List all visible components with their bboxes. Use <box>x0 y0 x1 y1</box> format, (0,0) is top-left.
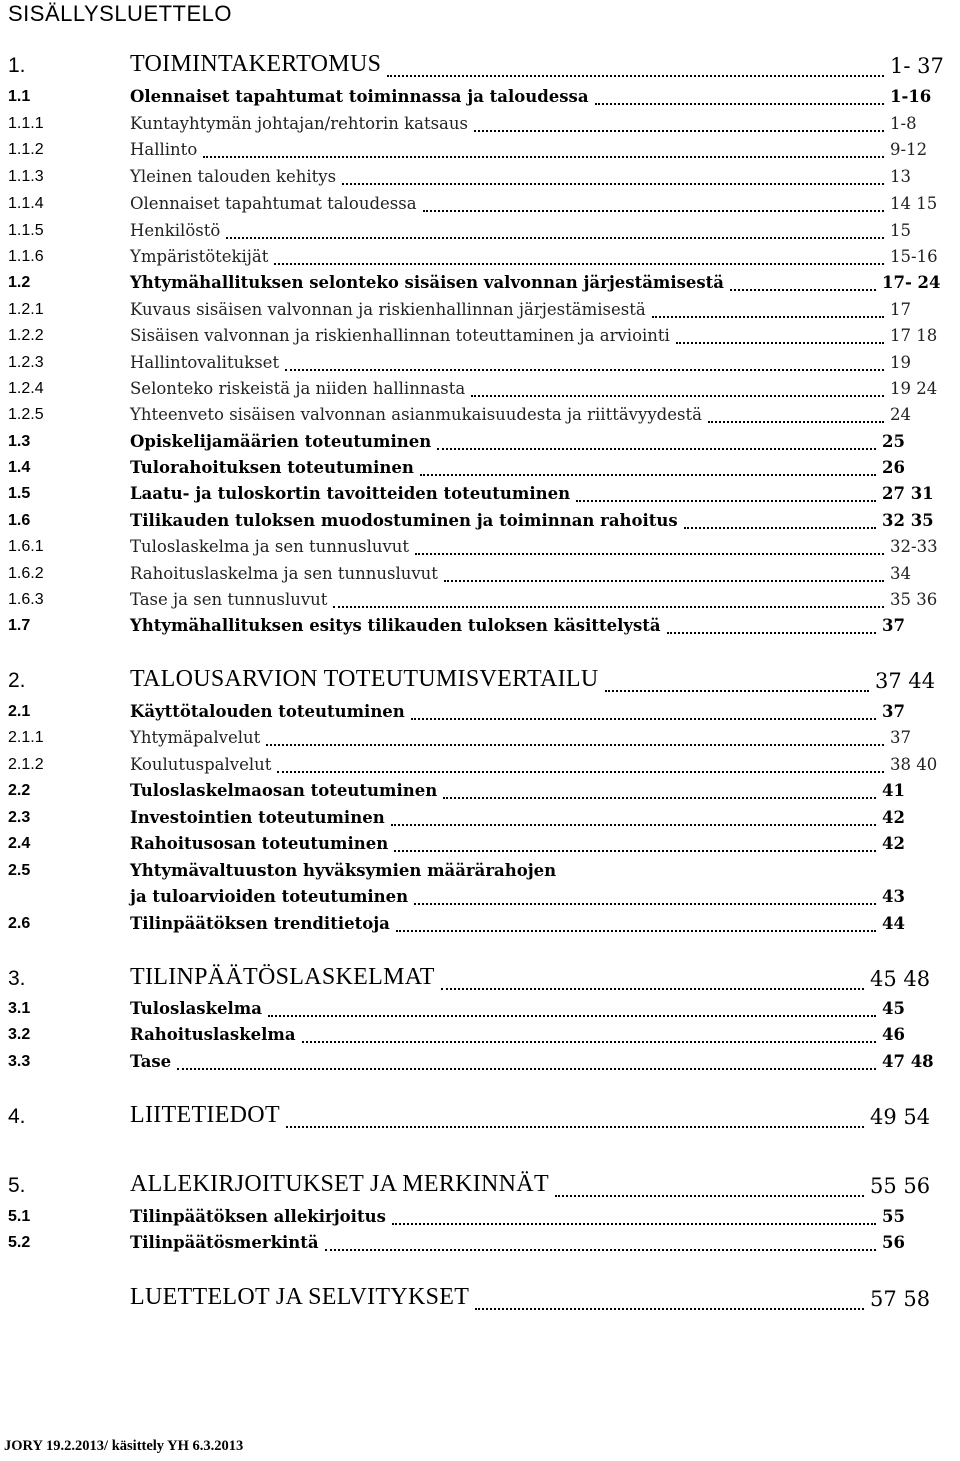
dot-leader <box>605 688 869 692</box>
toc-entry-title: TOIMINTAKERTOMUS <box>130 51 382 77</box>
toc-entry-number: 3. <box>8 967 26 990</box>
dot-leader <box>342 181 884 185</box>
toc-entry-title: Opiskelijamäärien toteutuminen <box>130 432 432 451</box>
dot-leader <box>333 604 884 608</box>
dot-leader <box>443 795 876 799</box>
toc-entry-number: 2.1 <box>8 703 31 720</box>
toc-entry-number: 5. <box>8 1174 26 1197</box>
toc-entry[interactable] <box>0 139 960 161</box>
toc-entry-number: 2.2 <box>8 782 31 799</box>
toc-entry-number: 2.1.1 <box>8 729 44 746</box>
toc-entry-number: 1.4 <box>8 459 31 476</box>
toc-entry-title: Kuntayhtymän johtajan/rehtorin katsaus <box>130 114 468 133</box>
dot-leader <box>302 1039 876 1043</box>
toc-entry-number: 2.6 <box>8 915 31 932</box>
toc-entry-page: 24 <box>890 405 911 424</box>
toc-entry-number: 1.2.1 <box>8 301 44 318</box>
toc-entry-page: 1- 37 <box>890 54 944 78</box>
toc-entry-number: 2.4 <box>8 835 31 852</box>
toc-entry-title: LUETTELOT JA SELVITYKSET <box>130 1284 470 1310</box>
toc-entry-page: 49 54 <box>870 1105 931 1129</box>
toc-entry-number: 1.2.2 <box>8 327 44 344</box>
toc-entry[interactable] <box>0 166 960 188</box>
toc-entry[interactable] <box>0 1051 960 1073</box>
toc-entry[interactable] <box>0 833 960 855</box>
toc-entry-page: 37 <box>890 728 911 747</box>
toc-entry-title: TILINPÄÄTÖSLASKELMAT <box>130 964 435 990</box>
toc-entry-title: Tuloslaskelmaosan toteutuminen <box>130 781 438 800</box>
toc-entry-page: 37 <box>882 616 905 635</box>
dot-leader <box>667 630 876 634</box>
toc-entry-page: 32 35 <box>882 511 934 530</box>
toc-entry-title: Kuvaus sisäisen valvonnan ja riskienhallinnan järjestämisestä <box>130 300 646 319</box>
toc-entry[interactable] <box>0 589 960 611</box>
dot-leader <box>392 1221 876 1225</box>
toc-entry[interactable] <box>0 754 960 776</box>
toc-entry-number: 3.3 <box>8 1053 31 1070</box>
toc-entry-page: 13 <box>890 167 911 186</box>
toc-entry[interactable] <box>0 1232 960 1254</box>
dot-leader <box>576 498 876 502</box>
toc-entry-title: TALOUSARVION TOTEUTUMISVERTAILU <box>130 666 599 692</box>
dot-leader <box>595 101 884 105</box>
toc-entry[interactable] <box>0 780 960 802</box>
toc-entry-page: 42 <box>882 834 905 853</box>
toc-entry-page: 47 48 <box>882 1052 934 1071</box>
toc-entry-page: 44 <box>882 914 905 933</box>
toc-entry-number: 1.1.4 <box>8 195 44 212</box>
toc-entry-title: Tase <box>130 1052 172 1071</box>
toc-entry[interactable] <box>0 325 960 347</box>
toc-entry-page: 56 <box>882 1233 905 1252</box>
toc-entry-title: Selonteko riskeistä ja niiden hallinnasta <box>130 379 466 398</box>
toc-entry-title: Yleinen talouden kehitys <box>130 167 337 186</box>
dot-leader <box>285 367 884 371</box>
toc-entry-page: 17 18 <box>890 326 938 345</box>
toc-entry-title: Olennaiset tapahtumat taloudessa <box>130 194 417 213</box>
dot-leader <box>730 287 876 291</box>
toc-entry-number: 2. <box>8 669 26 692</box>
toc-entry-page: 26 <box>882 458 905 477</box>
toc-entry-page: 46 <box>882 1025 905 1044</box>
dot-leader <box>325 1247 876 1251</box>
toc-entry[interactable] <box>0 1206 960 1228</box>
dot-leader <box>676 340 884 344</box>
toc-entry[interactable] <box>0 998 960 1020</box>
dot-leader <box>274 261 884 265</box>
toc-entry-title: Koulutuspalvelut <box>130 755 272 774</box>
dot-leader <box>708 419 884 423</box>
toc-entry-page: 17- 24 <box>882 273 941 292</box>
toc-entry-title: Rahoitusosan toteutuminen <box>130 834 389 853</box>
dot-leader <box>266 742 884 746</box>
toc-entry-page: 38 40 <box>890 755 938 774</box>
dot-leader <box>286 1124 864 1128</box>
toc-entry[interactable] <box>0 457 960 479</box>
toc-entry-title: Ympäristötekijät <box>130 247 269 266</box>
toc-entry-title: Tulorahoituksen toteutuminen <box>130 458 414 477</box>
toc-entry[interactable] <box>0 220 960 242</box>
toc-entry-page: 32-33 <box>890 537 938 556</box>
toc-entry[interactable] <box>0 807 960 829</box>
toc-entry-title: Sisäisen valvonnan ja riskienhallinnan toteuttaminen ja arviointi <box>130 326 670 345</box>
toc-entry-number: 1.1.6 <box>8 248 44 265</box>
toc-entry[interactable] <box>0 563 960 585</box>
toc-entry-page: 15-16 <box>890 247 938 266</box>
toc-entry[interactable] <box>0 1284 960 1313</box>
dot-leader <box>420 472 876 476</box>
toc-entry[interactable] <box>0 1024 960 1046</box>
toc-entry-title: Tilinpäätöksen trenditietoja <box>130 914 390 933</box>
dot-leader <box>415 551 884 555</box>
toc-entry-number: 2.5 <box>8 862 31 879</box>
page-title: SISÄLLYSLUETTELO <box>8 1 233 26</box>
dot-leader <box>203 154 884 158</box>
toc-entry[interactable] <box>0 404 960 426</box>
dot-leader <box>268 1013 876 1017</box>
toc-entry-number: 1.2.3 <box>8 354 44 371</box>
toc-entry-page: 42 <box>882 808 905 827</box>
toc-entry[interactable] <box>0 510 960 532</box>
toc-entry-page: 41 <box>882 781 905 800</box>
toc-entry-number: 3.1 <box>8 1000 31 1017</box>
toc-entry-title: Tase ja sen tunnusluvut <box>130 590 328 609</box>
toc-entry-title: Tilinpäätöksen allekirjoitus <box>130 1207 386 1226</box>
toc-entry-page: 57 58 <box>870 1287 931 1311</box>
toc-entry[interactable] <box>0 666 960 695</box>
toc-entry-number: 1.1.5 <box>8 222 44 239</box>
toc-entry-number: 1.6.2 <box>8 565 44 582</box>
toc-entry[interactable] <box>0 536 960 558</box>
toc-entry-number: 1.1.3 <box>8 168 44 185</box>
toc-entry-title: ALLEKIRJOITUKSET JA MERKINNÄT <box>130 1171 549 1197</box>
toc-entry[interactable] <box>0 246 960 268</box>
toc-entry-page: 37 <box>882 702 905 721</box>
toc-entry[interactable] <box>0 86 960 108</box>
toc-entry-number: 1.3 <box>8 433 31 450</box>
toc-entry-title: LIITETIEDOT <box>130 1102 280 1128</box>
toc-entry-page: 45 <box>882 999 905 1018</box>
toc-entry[interactable] <box>0 483 960 505</box>
dot-leader <box>437 446 876 450</box>
toc-entry-number: 1.6 <box>8 512 31 529</box>
toc-entry-title: Yhtymähallituksen esitys tilikauden tuloksen käsittelystä <box>130 616 661 635</box>
dot-leader <box>423 208 884 212</box>
toc-entry-title: Tilikauden tuloksen muodostuminen ja toiminnan rahoitus <box>130 511 678 530</box>
toc-entry-title: Yhtymäpalvelut <box>130 728 261 747</box>
toc-entry-number: 2.1.2 <box>8 756 44 773</box>
toc-entry-page: 45 48 <box>870 967 931 991</box>
toc-entry-title: Investointien toteutuminen <box>130 808 385 827</box>
toc-entry[interactable] <box>0 886 960 908</box>
dot-leader <box>471 393 884 397</box>
dot-leader <box>441 986 864 990</box>
toc-entry[interactable] <box>0 913 960 935</box>
toc-entry-page: 55 56 <box>870 1174 931 1198</box>
dot-leader <box>684 525 876 529</box>
dot-leader <box>475 1306 864 1310</box>
dot-leader <box>391 822 876 826</box>
toc-entry-page: 37 44 <box>875 669 936 693</box>
dot-leader <box>414 901 876 905</box>
toc-entry-number: 1.2 <box>8 274 31 291</box>
toc-entry-number: 1.5 <box>8 485 31 502</box>
toc-entry[interactable] <box>0 193 960 215</box>
toc-entry[interactable] <box>0 51 960 80</box>
toc-entry-title: Yhtymähallituksen selonteko sisäisen valvonnan järjestämisestä <box>130 273 724 292</box>
toc-entry-page: 35 36 <box>890 590 938 609</box>
footer-note: JORY 19.2.2013/ käsittely YH 6.3.2013 <box>4 1438 244 1454</box>
dot-leader <box>277 769 884 773</box>
dot-leader <box>411 716 876 720</box>
toc-entry[interactable] <box>0 352 960 374</box>
toc-entry-number: 5.1 <box>8 1208 31 1225</box>
toc-entry-title: Yhtymävaltuuston hyväksymien määrärahojen <box>130 861 557 880</box>
toc-entry-title: Hallintovalitukset <box>130 353 280 372</box>
toc-entry-page: 15 <box>890 221 911 240</box>
toc-entry-number: 1.1.1 <box>8 115 44 132</box>
toc-entry[interactable] <box>0 1102 960 1131</box>
dot-leader <box>226 235 884 239</box>
toc-entry-number: 3.2 <box>8 1026 31 1043</box>
toc-entry-number: 1.2.5 <box>8 406 44 423</box>
dot-leader <box>555 1193 864 1197</box>
toc-entry[interactable] <box>0 299 960 321</box>
toc-entry-title: Tilinpäätösmerkintä <box>130 1233 319 1252</box>
dot-leader <box>177 1066 876 1070</box>
toc-entry-title: Rahoituslaskelma <box>130 1025 296 1044</box>
toc-entry-title: Olennaiset tapahtumat toiminnassa ja taloudessa <box>130 87 589 106</box>
toc-entry-page: 27 31 <box>882 484 934 503</box>
toc-entry-number: 1.6.1 <box>8 538 44 555</box>
toc-entry[interactable] <box>0 378 960 400</box>
toc-entry-number: 1.1.2 <box>8 141 44 158</box>
toc-entry-number: 4. <box>8 1105 26 1128</box>
toc-entry[interactable] <box>0 701 960 723</box>
toc-entry-number: 2.3 <box>8 809 31 826</box>
dot-leader <box>396 928 876 932</box>
toc-entry[interactable] <box>0 727 960 749</box>
toc-entry[interactable] <box>0 615 960 637</box>
toc-entry[interactable] <box>0 964 960 993</box>
toc-entry-title: Rahoituslaskelma ja sen tunnusluvut <box>130 564 438 583</box>
toc-entry-title: Tuloslaskelma ja sen tunnusluvut <box>130 537 410 556</box>
toc-entry-title: ja tuloarvioiden toteutuminen <box>130 887 409 906</box>
dot-leader <box>394 848 876 852</box>
toc-entry-number: 1.6.3 <box>8 591 44 608</box>
toc-entry-title: Hallinto <box>130 140 198 159</box>
toc-entry-page: 55 <box>882 1207 905 1226</box>
dot-leader <box>652 314 884 318</box>
toc-entry[interactable] <box>0 113 960 135</box>
dot-leader <box>387 73 884 77</box>
toc-entry[interactable] <box>0 1171 960 1200</box>
toc-entry-page: 19 24 <box>890 379 938 398</box>
toc-entry-title: Käyttötalouden toteutuminen <box>130 702 405 721</box>
toc-entry-page: 19 <box>890 353 911 372</box>
toc-entry-page: 17 <box>890 300 911 319</box>
toc-entry-number: 5.2 <box>8 1234 31 1251</box>
toc-entry[interactable] <box>0 272 960 294</box>
toc-entry-title: Henkilöstö <box>130 221 221 240</box>
toc-entry-page: 1-16 <box>890 87 932 106</box>
toc-entry[interactable] <box>0 860 960 882</box>
toc-entry-title: Laatu- ja tuloskortin tavoitteiden toteutuminen <box>130 484 571 503</box>
toc-entry-number: 1.7 <box>8 617 31 634</box>
dot-leader <box>444 578 884 582</box>
dot-leader <box>474 128 884 132</box>
toc-entry-page: 9-12 <box>890 140 928 159</box>
toc-entry-number: 1. <box>8 54 26 77</box>
toc-entry-title: Tuloslaskelma <box>130 999 262 1018</box>
toc-entry-title: Yhteenveto sisäisen valvonnan asianmukaisuudesta ja riittävyydestä <box>130 405 702 424</box>
toc-entry-number: 1.2.4 <box>8 380 44 397</box>
toc-entry[interactable] <box>0 431 960 453</box>
toc-entry-number: 1.1 <box>8 88 31 105</box>
toc-entry-page: 34 <box>890 564 911 583</box>
toc-entry-page: 43 <box>882 887 905 906</box>
toc-entry-page: 25 <box>882 432 905 451</box>
toc-entry-page: 1-8 <box>890 114 917 133</box>
toc-entry-page: 14 15 <box>890 194 938 213</box>
